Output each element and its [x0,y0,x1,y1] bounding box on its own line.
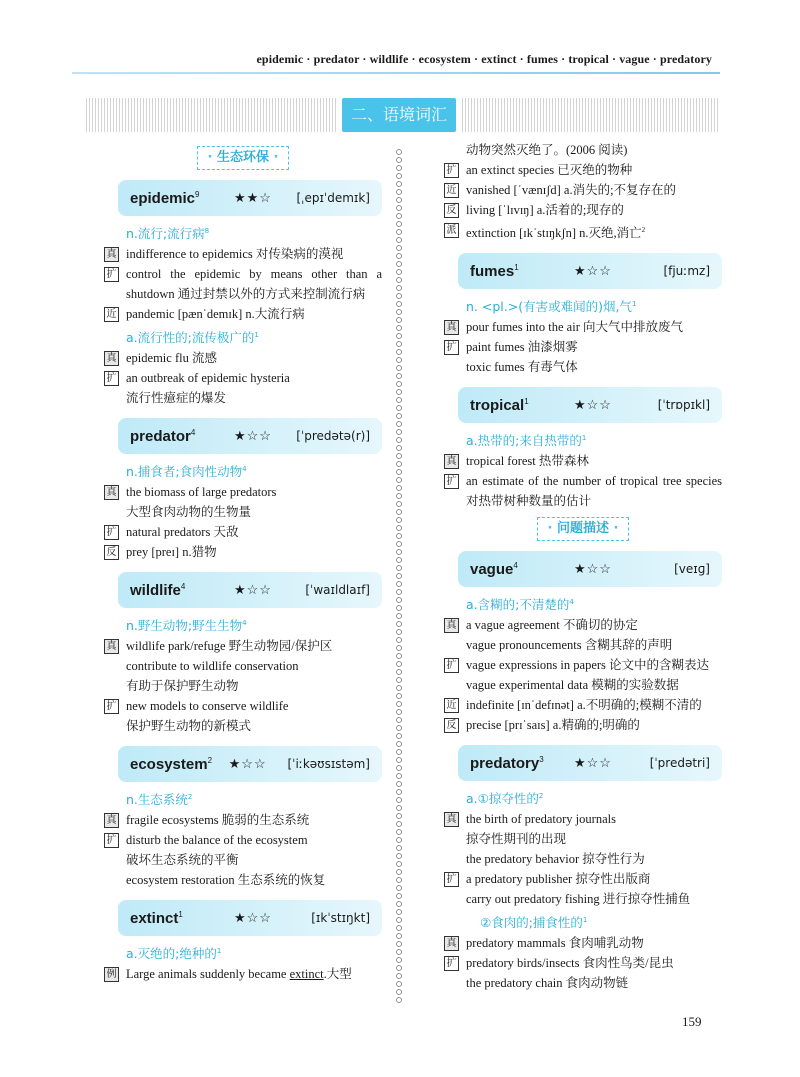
headword: predator$^4$ [130,427,196,445]
headword-card [458,745,722,781]
sense: n.生态系统$^2$ [126,792,193,807]
headword-card [118,900,382,936]
example-line: 有助于保护野生动物 [126,679,239,693]
example-line: 真 predatory mammals 食肉哺乳动物 [444,933,722,953]
tag-box: 真 [444,320,459,335]
example-line: 真 wildlife park/refuge 野生动物园/保护区 [104,636,382,656]
tag-box: 真 [104,351,119,366]
headword-card [458,387,722,423]
sense: n.野生动物;野生生物$^4$ [126,618,247,633]
stars: ★☆☆ [574,561,612,577]
headword-card [118,572,382,608]
tag-box: 真 [444,618,459,633]
column-divider [394,148,404,1003]
tag-box: 真 [444,936,459,951]
sense: n.流行;流行病$^8$ [126,226,210,241]
hatch-left [86,98,336,132]
example-line: 真 a vague agreement 不确切的协定 [444,615,722,635]
phonetic: [veɪɡ] [674,562,710,577]
stars: ★☆☆ [234,582,272,597]
phonetic: [ɪkˈstɪŋkt] [311,911,370,925]
example-line: carry out predatory fishing 进行掠夺性捕鱼 [466,892,691,907]
headword: tropical$^1$ [470,396,529,414]
tag-box: 例 [104,967,119,982]
example-line: 真 pour fumes into the air 向大气中排放废气 [444,317,722,337]
example-line: 扩 new models to conserve wildlife [104,696,382,716]
example-line: 扩 natural predators 天敌 [104,522,382,542]
sense: n. <pl.>(有害或难闻的)烟,气$^1$ [466,299,637,315]
example-line: 近 indefinite [ɪnˈdefɪnət] a.不明确的;模糊不清的 [444,695,722,715]
example-line: vague experimental data 模糊的实验数据 [466,678,679,693]
sense: a.含糊的;不清楚的$^4$ [466,597,574,613]
example-line: 保护野生动物的新模式 [126,719,252,733]
example-line: toxic fumes 有毒气体 [466,360,578,375]
example-line: 扩 predatory birds/insects 食肉性鸟类/昆虫 [444,953,722,973]
tag-box: 派 [444,223,459,238]
sense: n.捕食者;食肉性动物$^4$ [126,464,247,479]
example-line: 派 extinction [ɪkˈstɪŋkʃn] n.灭绝,消亡$^2$ [444,220,722,243]
entry-fumes [444,253,722,377]
example-line: the predatory chain 食肉动物链 [466,976,629,991]
example-line: 真 the birth of predatory journals [444,809,722,829]
headword-card [118,180,382,216]
example-line: 反 prey [preɪ] n.猎物 [104,542,382,562]
left-column [104,140,382,984]
tag-box: 扩 [104,267,119,282]
example-line: 大型食肉动物的生物量 [126,505,252,519]
tag-box: 真 [104,639,119,654]
headword: epidemic$^9$ [130,189,200,207]
headword: vague$^4$ [470,560,518,578]
example-line: 扩 an extinct species 已灭绝的物种 [444,160,722,180]
tag-box: 扩 [444,956,459,971]
entry-predator [104,418,382,562]
tag-box: 真 [104,813,119,828]
phonetic: [ˈwaɪldlaɪf] [305,583,370,597]
entry-tropical [444,387,722,511]
tag-box: 近 [104,307,119,322]
headword-card [458,551,722,587]
phonetic: [ˌepɪˈdemɪk] [296,191,370,205]
tag-box: 真 [444,812,459,827]
continued-line: 动物突然灭绝了。(2006 阅读) [466,143,628,157]
example-line: 流行性癔症的爆发 [126,391,227,405]
example-line: 近 vanished [ˈvænɪʃd] a.消失的;不复存在的 [444,180,722,200]
category-problem: · 问题描述 · [537,517,630,541]
entry-epidemic [104,180,382,408]
example-line: 扩 vague expressions in papers 论文中的含糊表达 [444,655,722,675]
sense: a.热带的;来自热带的$^1$ [466,433,587,449]
example-line: 扩 an outbreak of epidemic hysteria [104,368,382,388]
example-line: 破坏生态系统的平衡 [126,853,239,867]
headword: ecosystem$^2$ [130,755,213,773]
tag-box: 反 [444,718,459,733]
section-title: 二、语境词汇 [342,98,456,132]
hatch-right [462,98,718,132]
example-line: 真 epidemic flu 流感 [104,348,382,368]
stars: ★☆☆ [574,755,612,771]
headword-card [118,418,382,454]
sense: a.流行性的;流传极广的$^1$ [126,330,259,345]
example-line: 扩 an estimate of the number of tropical tree species 对热带树种数量的估计 [444,471,722,511]
tag-box: 真 [444,454,459,469]
example-line: vague pronouncements 含糊其辞的声明 [466,638,673,653]
entry-extinct [104,900,382,984]
category-env: · 生态环保 · [197,146,290,170]
phonetic: [ˈpredətə(r)] [296,429,370,443]
entry-vague [444,551,722,735]
example-line: 例 Large animals suddenly became extinct.大型 [104,964,382,984]
example-line: contribute to wildlife conservation [126,659,299,673]
tag-box: 扩 [444,340,459,355]
phonetic: [ˈpredətri] [649,756,710,771]
tag-box: 扩 [104,525,119,540]
example-line: 反 living [ˈlɪvɪŋ] a.活着的;现存的 [444,200,722,220]
tag-box: 扩 [104,699,119,714]
example-line: 扩 a predatory publisher 掠夺性出版商 [444,869,722,889]
tag-box: 扩 [444,658,459,673]
example-line: 扩 control the epidemic by means other than a shutdown 通过封禁以外的方式来控制流行病 [104,264,382,304]
tag-box: 扩 [104,371,119,386]
running-header: epidemic · predator · wildlife · ecosystem · extinct · fumes · tropical · vague · predatory [256,52,712,66]
page-number: 159 [682,1014,702,1029]
example-line: the predatory behavior 掠夺性行为 [466,852,645,867]
sense: ②食肉的;捕食性的$^1$ [480,915,588,931]
headword: fumes$^1$ [470,262,519,280]
phonetic: [fjuːmz] [663,264,710,279]
example-line: 扩 paint fumes 油漆烟雾 [444,337,722,357]
tag-box: 真 [104,485,119,500]
tag-box: 近 [444,698,459,713]
entry-wildlife [104,572,382,736]
example-line: 真 indifference to epidemics 对传染病的漠视 [104,244,382,264]
example-line: 反 precise [prɪˈsaɪs] a.精确的;明确的 [444,715,722,735]
entry-ecosystem [104,746,382,890]
stars: ★★☆ [234,190,272,205]
sense: a.①掠夺性的$^2$ [466,791,544,807]
stars: ★☆☆ [574,397,612,413]
stars: ★☆☆ [574,263,612,279]
headword: predatory$^3$ [470,754,544,772]
example-line: ecosystem restoration 生态系统的恢复 [126,873,326,887]
example-line: 近 pandemic [pænˈdemɪk] n.大流行病 [104,304,382,324]
tag-box: 扩 [444,163,459,178]
phonetic: [ˈtrɒpɪkl] [657,398,710,413]
tag-box: 反 [104,545,119,560]
tag-box: 扩 [444,872,459,887]
example-line: 扩 disturb the balance of the ecosystem [104,830,382,850]
stars: ★☆☆ [234,910,272,925]
tag-box: 扩 [444,474,459,489]
headword: extinct$^1$ [130,909,183,927]
headword-card [118,746,382,782]
headword-card [458,253,722,289]
entry-predatory [444,745,722,993]
right-column [444,140,722,993]
example-line: 真 the biomass of large predators [104,482,382,502]
tag-box: 真 [104,247,119,262]
phonetic: [ˈiːkəʊsɪstəm] [287,757,370,771]
example-line: 掠夺性期刊的出现 [466,832,567,847]
example-line: 真 fragile ecosystems 脆弱的生态系统 [104,810,382,830]
stars: ★☆☆ [228,756,267,771]
tag-box: 反 [444,203,459,218]
headword: wildlife$^4$ [130,581,186,599]
header-rule [72,72,720,74]
sense: a.灭绝的;绝种的$^1$ [126,946,222,961]
stars: ★☆☆ [234,428,272,443]
example-line: 真 tropical forest 热带森林 [444,451,722,471]
tag-box: 扩 [104,833,119,848]
tag-box: 近 [444,183,459,198]
